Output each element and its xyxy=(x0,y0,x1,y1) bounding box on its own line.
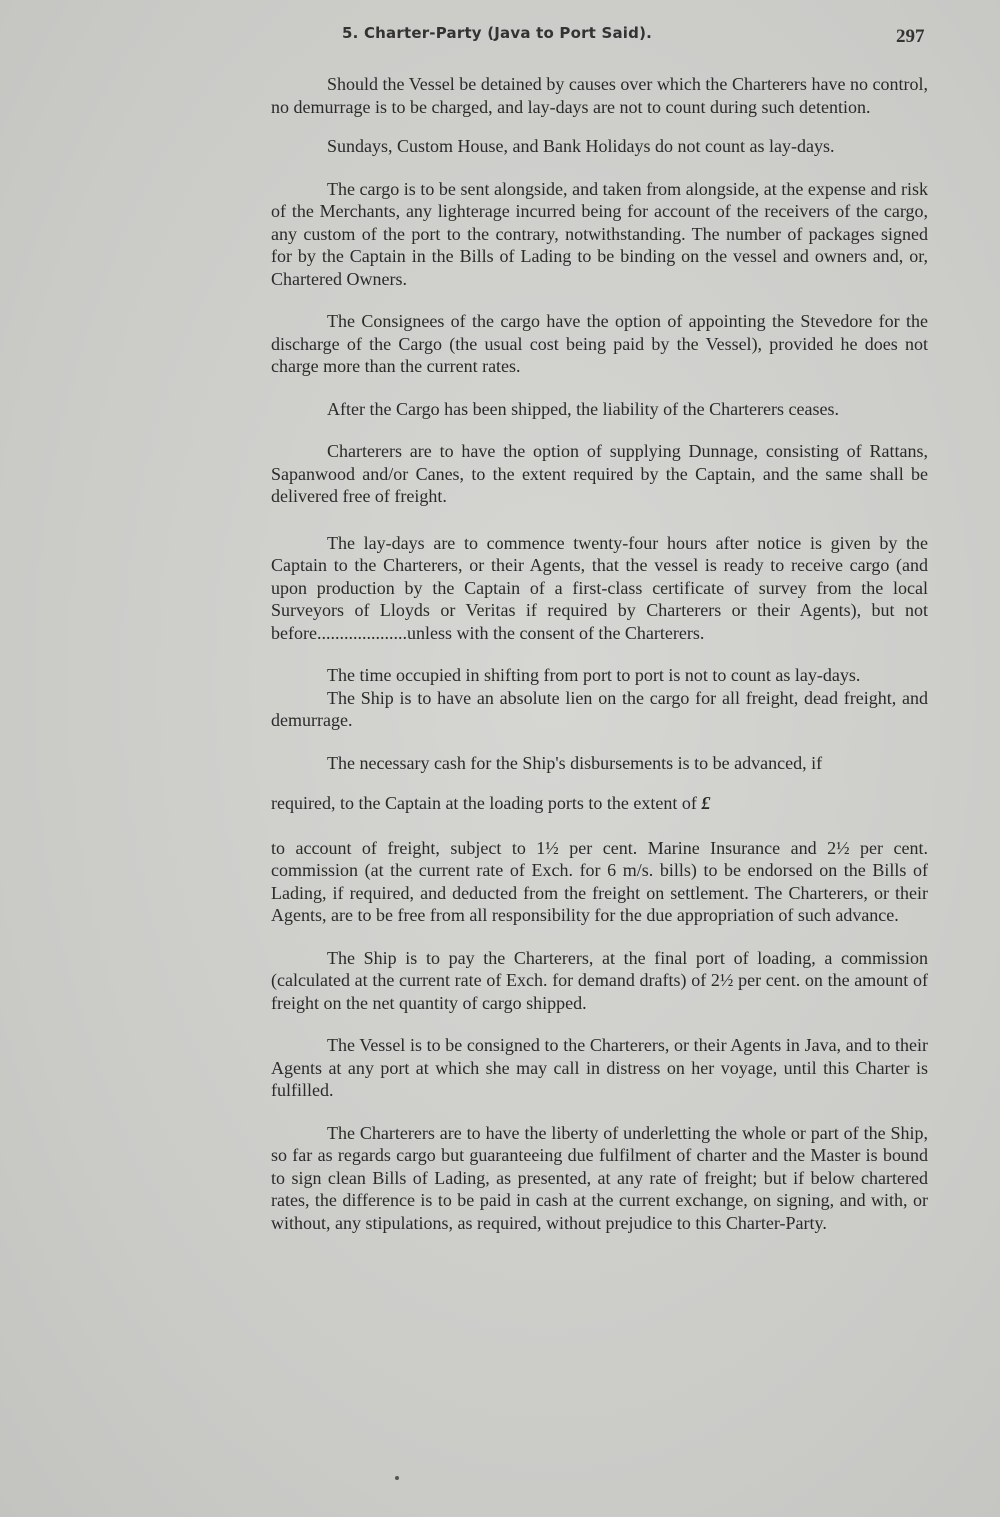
paragraph-liability: After the Cargo has been shipped, the liability of the Charterers ceases. xyxy=(327,398,839,419)
running-title: 5. Charter-Party (Java to Port Said). xyxy=(342,24,653,42)
charter-party-text xyxy=(271,73,928,1234)
paragraph-holidays: Sundays, Custom House, and Bank Holidays do not count as lay-days. xyxy=(327,136,835,156)
paragraph-cash-advance: The necessary cash for the Ship's disbursements is to be advanced, if xyxy=(327,752,823,773)
advance-extent-text: required, to the Captain at the loading ports to the extent of xyxy=(271,793,697,813)
advance-continuation: to account of freight, subject to 1½ per cent. Marine Insurance and 2½ per cent. commission (at the current rate of Exch. for 6 m/s. bills) to be endorsed on the Bills of Lading, if required, and deducted from the freight on settlement. The Charterers, or their Agents, are to be free from all responsibility for the due appropriation of such advance. xyxy=(271,837,928,925)
paragraph-shifting: The time occupied in shifting from port to port is not to count as lay-days. xyxy=(327,665,861,685)
paragraph-stevedore: The Consignees of the cargo have the option of appointing the Stevedore for the discharge of the Cargo (the usual cost being paid by the Vessel), provided he does not charge more than the current rates. xyxy=(271,311,928,376)
advance-extent-line xyxy=(271,792,928,815)
page-number: 297 xyxy=(896,26,925,47)
paragraph-lay-days: The lay-days are to commence twenty-four hours after notice is given by the Captain to the Charterers, or their Agents, that the vessel is ready to receive cargo (and upon production by the Captain of a first-class certificate of survey from the local Surveyors of Lloyds or Veritas if required by Charterers or their Agents), but not before....................unless with the consent of the Charterers. xyxy=(271,532,928,643)
paragraph-lien: The Ship is to have an absolute lien on the cargo for all freight, dead freight, and demurrage. xyxy=(271,687,928,730)
paragraph-dunnage: Charterers are to have the option of supplying Dunnage, consisting of Rattans, Sapanwood and/or Canes, to the extent required by the Captain, and the same shall be delivered free of freight. xyxy=(271,441,928,506)
currency-symbol: £ xyxy=(701,793,711,813)
paragraph-cargo-alongside: The cargo is to be sent alongside, and taken from alongside, at the expense and risk of the Merchants, any lighterage incurred being for account of the receivers of the cargo, any custom of the port to the contrary, notwithstanding. The number of packages signed for by the Captain in the Bills of Lading to be binding on the vessel and owners and, or, Chartered Owners. xyxy=(271,178,928,289)
paragraph-underletting: The Charterers are to have the liberty of underletting the whole or part of the Ship, so far as regards cargo but guaranteeing due fulfilment of charter and the Master is bound to sign clean Bills of Lading, as presented, at any rate of freight; but if below chartered rates, the difference is to be paid in cash at the current exchange, on signing, and with, or without, any stipulations, as required, without prejudice to this Charter-Party. xyxy=(271,1122,928,1233)
paragraph-commission: The Ship is to pay the Charterers, at the final port of loading, a commission (calculated at the current rate of Exch. for demand drafts) of 2½ per cent. on the amount of freight on the net quantity of cargo shipped. xyxy=(271,947,928,1013)
paragraph-detention: Should the Vessel be detained by causes over which the Charterers have no control, no demurrage is to be charged, and lay-days are not to count during such detention. xyxy=(271,74,928,117)
ink-speck xyxy=(395,1476,399,1480)
paragraph-consignment: The Vessel is to be consigned to the Charterers, or their Agents in Java, and to their Agents at any port at which she may call in distress on her voyage, until this Charter is fulfilled. xyxy=(271,1035,928,1100)
page-header xyxy=(0,24,1000,54)
